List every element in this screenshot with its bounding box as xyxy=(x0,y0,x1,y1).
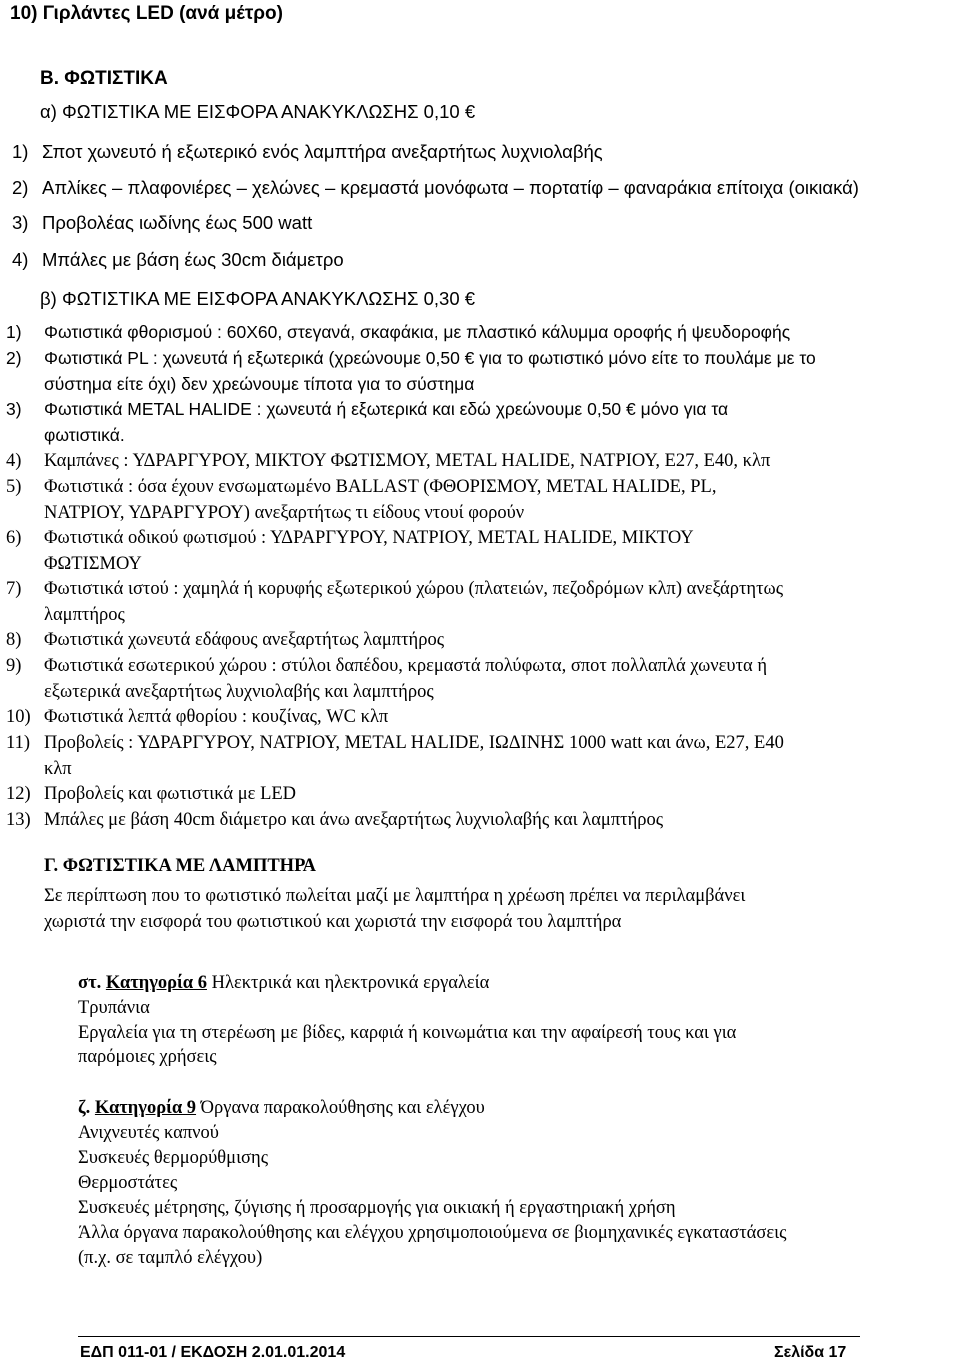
list-item: 10) Φωτιστικά λεπτά φθορίου : κουζίνας, WC κλπ xyxy=(6,707,389,727)
category-9-item: Συσκευές θερμορύθμισης xyxy=(78,1148,269,1168)
list-item: 3) Φωτιστικά METAL HALIDE : χωνευτά ή εξωτερικά και εδώ χρεώνουμε 0,50 € μόνο για τα xyxy=(6,399,729,419)
footer-page-number: Σελίδα 17 xyxy=(774,1344,847,1361)
list-item: 6) Φωτιστικά οδικού φωτισμού : ΥΔΡΑΡΓΥΡΟΥ, ΝΑΤΡΙΟΥ, METAL HALIDE, ΜΙΚΤΟΥ xyxy=(6,528,694,548)
list-item: 8) Φωτιστικά χωνευτά εδάφους ανεξαρτήτως λαμπτήρος xyxy=(6,630,445,650)
category-9-item: Άλλα όργανα παρακολούθησης και ελέγχου χρησιμοποιούμενα σε βιομηχανικές εγκαταστάσεις xyxy=(78,1223,787,1243)
section-g-title: Γ. ΦΩΤΙΣΤΙΚΑ ΜΕ ΛΑΜΠΤΗΡΑ xyxy=(44,856,317,876)
footer-divider xyxy=(78,1336,860,1337)
list-item: 2) Απλίκες – πλαφονιέρες – χελώνες – κρεμαστά μονόφωτα – πορτατίφ – φαναράκια επίτοιχα (οικιακά) xyxy=(12,177,859,198)
section-g-text: Σε περίπτωση που το φωτιστικό πωλείται μαζί με λαμπτήρα η χρέωση πρέπει να περιλαμβάνει xyxy=(44,886,746,906)
list-item-continuation: λαμπτήρος xyxy=(44,605,125,625)
category-6-item: παρόμοιες χρήσεις xyxy=(78,1047,217,1067)
category-9-item: (π.χ. σε ταμπλό ελέγχου) xyxy=(78,1248,263,1268)
list-item: 12) Προβολείς και φωτιστικά με LED xyxy=(6,784,297,804)
section-b-subheading-b: β) ΦΩΤΙΣΤΙΚΑ ΜΕ ΕΙΣΦΟΡΑ ΑΝΑΚΥΚΛΩΣΗΣ 0,30 € xyxy=(40,288,476,309)
list-item: 5) Φωτιστικά : όσα έχουν ενσωματωμένο BALLAST (ΦΘΟΡΙΣΜΟΥ, METAL HALIDE, PL, xyxy=(6,477,717,497)
list-item: 4) Μπάλες με βάση έως 30cm διάμετρο xyxy=(12,249,344,270)
list-item: 7) Φωτιστικά ιστού : χαμηλά ή κορυφής εξωτερικού χώρου (πλατειών, πεζοδρόμων κλπ) ανεξάρτητως xyxy=(6,579,784,599)
category-9-heading: ζ. Κατηγορία 9 Όργανα παρακολούθησης και ελέγχου xyxy=(78,1098,485,1118)
list-item-continuation: κλπ xyxy=(44,759,72,779)
category-9-item: Ανιχνευτές καπνού xyxy=(78,1123,219,1143)
category-6-heading: στ. Κατηγορία 6 Ηλεκτρικά και ηλεκτρονικά εργαλεία xyxy=(78,973,490,993)
heading-led-garlands: 10) Γιρλάντες LED (ανά μέτρο) xyxy=(10,3,283,24)
category-9-item: Συσκευές μέτρησης, ζύγισης ή προσαρμογής για οικιακή ή εργαστηριακή χρήση xyxy=(78,1198,676,1218)
list-item-continuation: εξωτερικά ανεξαρτήτως λυχνιολαβής και λαμπτήρος xyxy=(44,682,434,702)
category-6-item: Εργαλεία για τη στερέωση με βίδες, καρφιά ή κοινωμάτια και την αφαίρεσή τους και για xyxy=(78,1023,737,1043)
list-item-continuation: φωτιστικά. xyxy=(44,425,125,445)
list-item: 13) Μπάλες με βάση 40cm διάμετρο και άνω ανεξαρτήτως λυχνιολαβής και λαμπτήρος xyxy=(6,810,664,830)
list-item: 9) Φωτιστικά εσωτερικού χώρου : στύλοι δαπέδου, κρεμαστά πολύφωτα, σποτ πολλαπλά χωνευτα ή xyxy=(6,656,767,676)
category-6-item: Τρυπάνια xyxy=(78,998,150,1018)
list-item: 1) Σποτ χωνευτό ή εξωτερικό ενός λαμπτήρα ανεξαρτήτως λυχνιολαβής xyxy=(12,141,603,162)
list-item: 2) Φωτιστικά PL : χωνευτά ή εξωτερικά (χρεώνουμε 0,50 € για το φωτιστικό μόνο είτε το πουλάμε με το xyxy=(6,348,816,368)
section-b-subheading-a: α) ΦΩΤΙΣΤΙΚΑ ΜΕ ΕΙΣΦΟΡΑ ΑΝΑΚΥΚΛΩΣΗΣ 0,10 € xyxy=(40,101,476,122)
section-b-title: Β. ΦΩΤΙΣΤΙΚΑ xyxy=(40,68,168,89)
list-item-continuation: ΝΑΤΡΙΟΥ, ΥΔΡΑΡΓΥΡΟΥ) ανεξαρτήτως τι είδους ντουί φορούν xyxy=(44,503,525,523)
list-item: 1) Φωτιστικά φθορισμού : 60Χ60, στεγανά, σκαφάκια, με πλαστικό κάλυμμα οροφής ή ψευδοροφής xyxy=(6,322,791,342)
list-item: 4) Καμπάνες : ΥΔΡΑΡΓΥΡΟΥ, ΜΙΚΤΟΥ ΦΩΤΙΣΜΟΥ, METAL HALIDE, ΝΑΤΡΙΟΥ, Ε27, Ε40, κλπ xyxy=(6,451,771,471)
category-9-item: Θερμοστάτες xyxy=(78,1173,178,1193)
list-item: 3) Προβολέας ιωδίνης έως 500 watt xyxy=(12,212,313,233)
list-item: 11) Προβολείς : ΥΔΡΑΡΓΥΡΟΥ, ΝΑΤΡΙΟΥ, METAL HALIDE, ΙΩΔΙΝΗΣ 1000 watt και άνω, Ε27, Ε40 xyxy=(6,733,784,753)
list-item-continuation: σύστημα είτε όχι) δεν χρεώνουμε τίποτα για το σύστημα xyxy=(44,374,475,394)
footer-document-code: ΕΔΠ 011-01 / ΕΚΔΟΣΗ 2.01.01.2014 xyxy=(80,1344,346,1361)
section-g-text: χωριστά την εισφορά του φωτιστικού και χωριστά την εισφορά του λαμπτήρα xyxy=(44,912,622,932)
list-item-continuation: ΦΩΤΙΣΜΟΥ xyxy=(44,554,142,574)
